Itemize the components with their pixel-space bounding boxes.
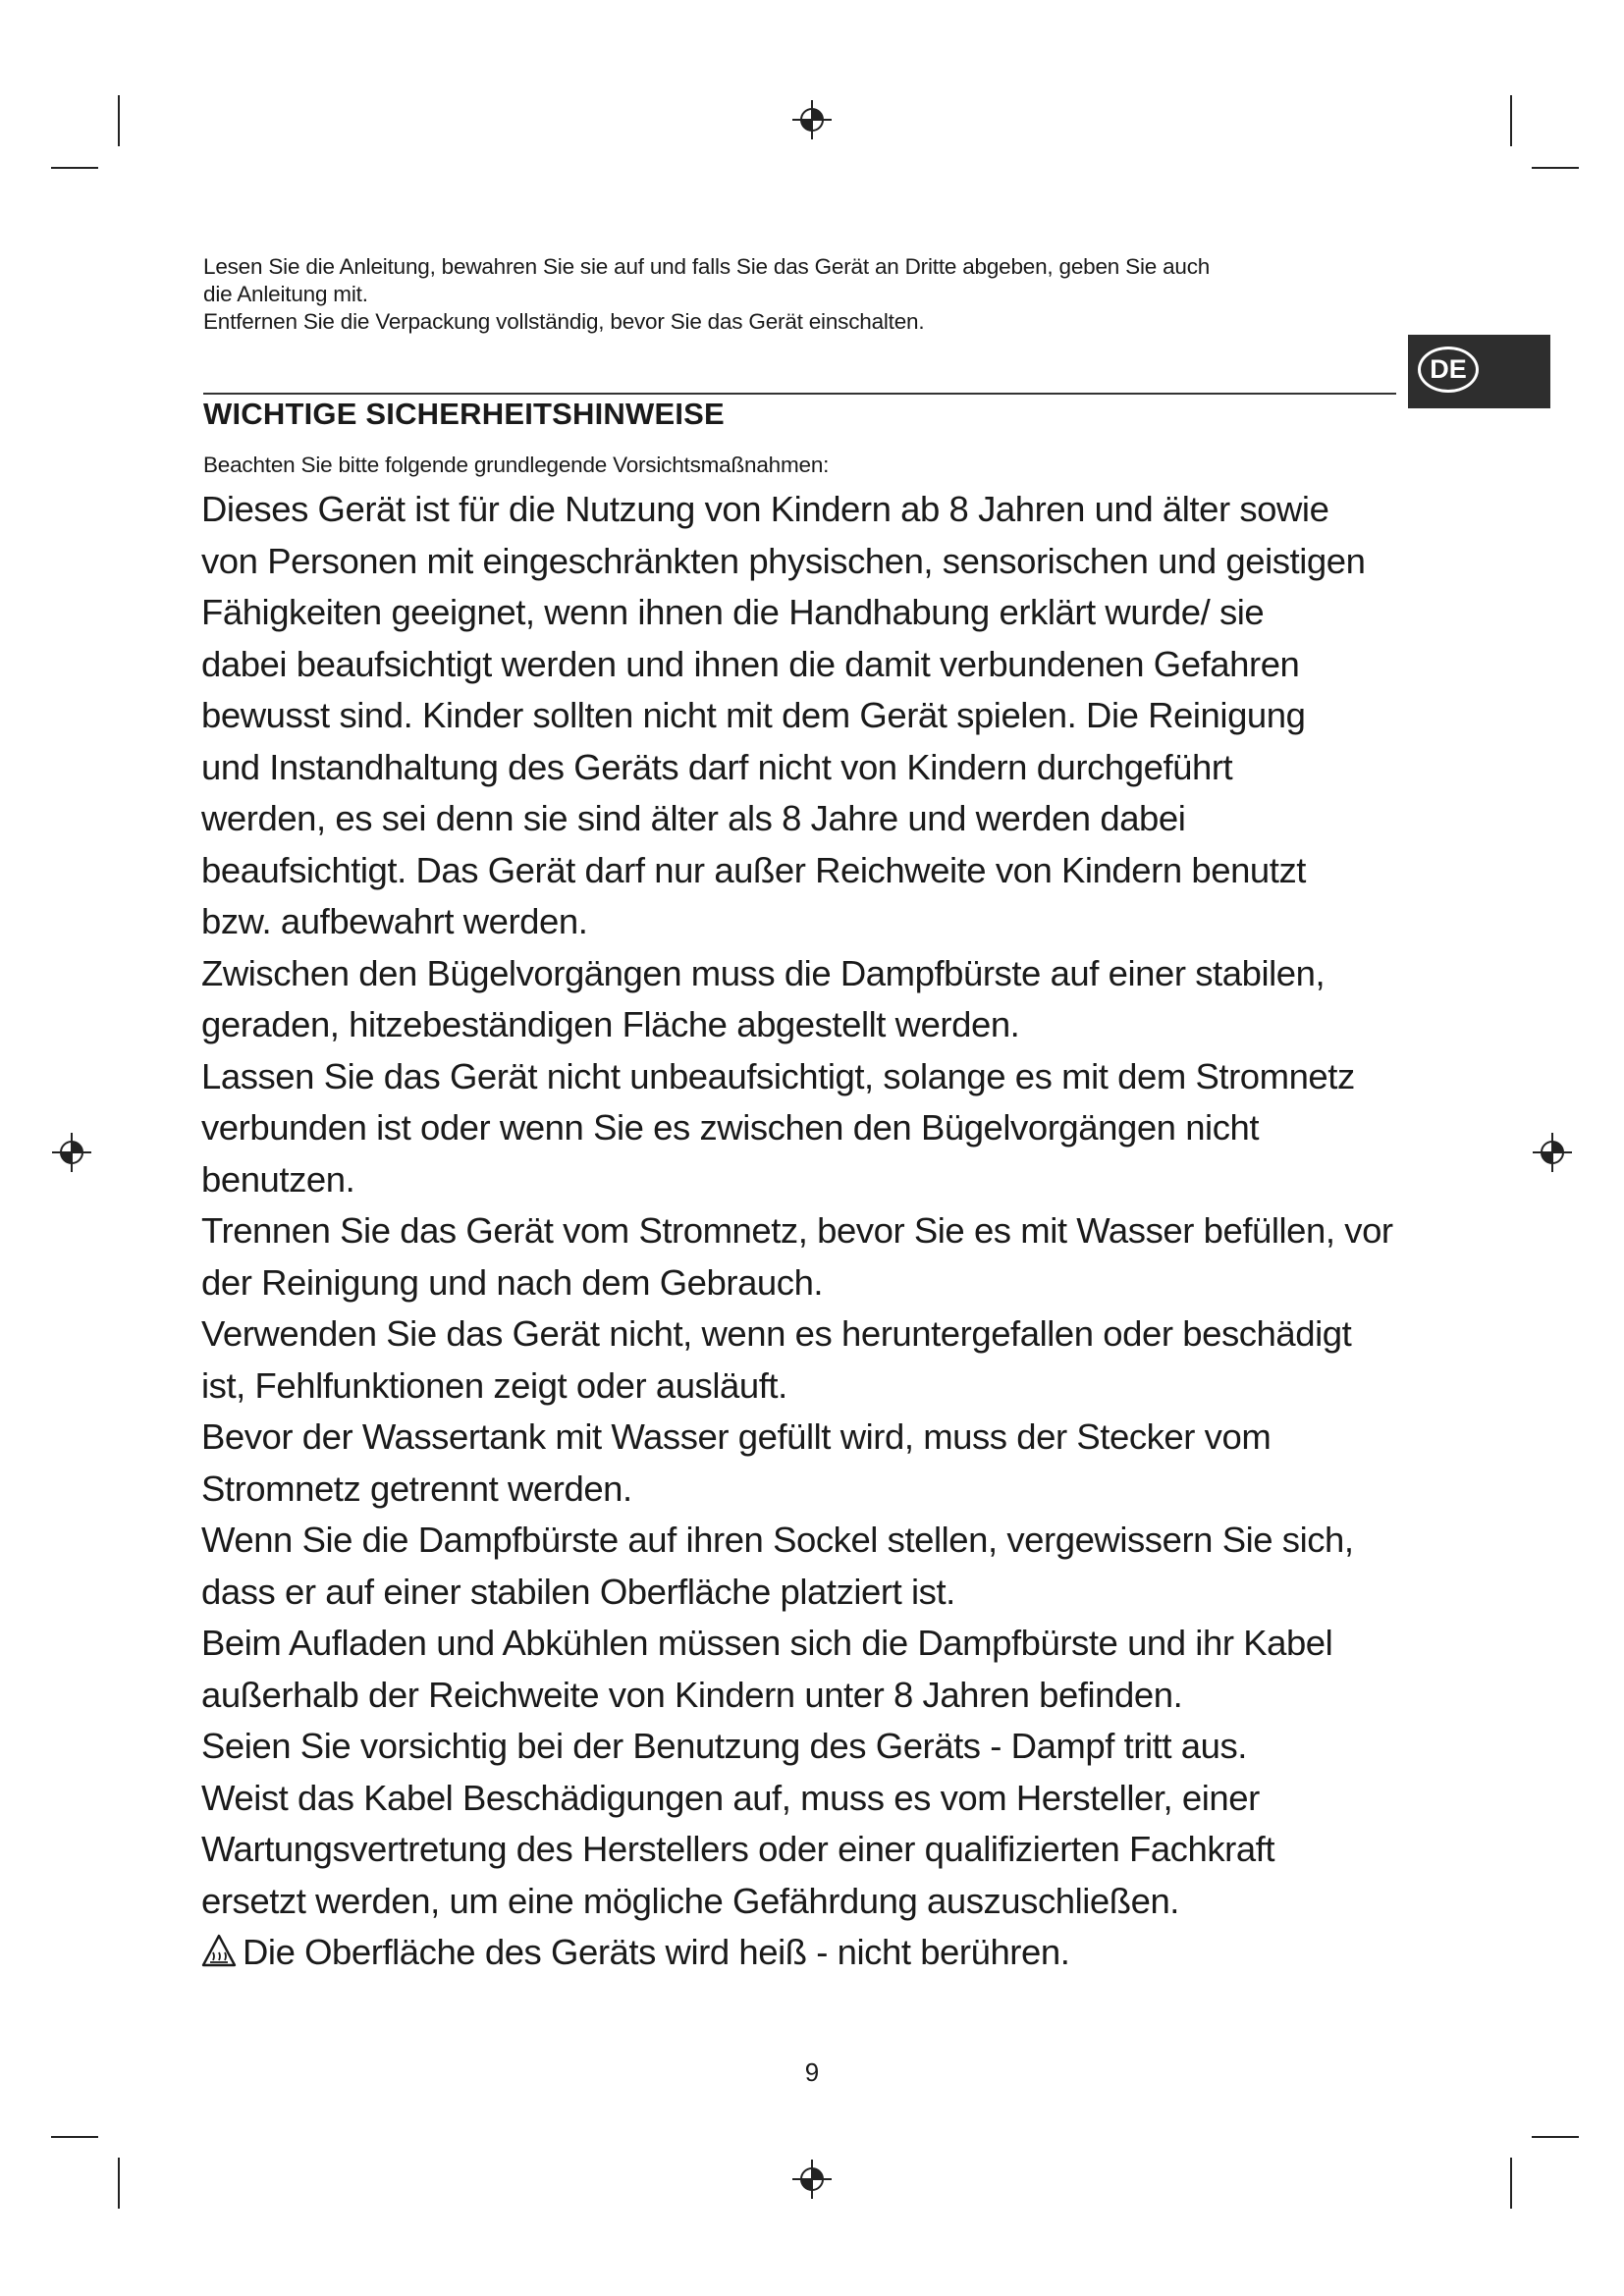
text-line: Beim Aufladen und Abkühlen müssen sich die Dampfbürste und ihr Kabel [201,1623,1333,1663]
text-line: ist, Fehlfunktionen zeigt oder ausläuft. [201,1364,787,1406]
text-line: verbunden ist oder wenn Sie es zwischen den Bügelvorgängen nicht [201,1107,1260,1148]
crop-mark [1510,95,1512,146]
text-line: dass er auf einer stabilen Oberfläche platziert ist. [201,1571,955,1612]
text-line: Verwenden Sie das Gerät nicht, wenn es heruntergefallen oder beschädigt [201,1313,1352,1354]
text-line: Weist das Kabel Beschädigungen auf, muss es vom Hersteller, einer [201,1777,1260,1818]
section-heading: WICHTIGE SICHERHEITSHINWEISE [203,397,725,431]
text-line: und Instandhaltung des Geräts darf nicht von Kindern durchgeführt [201,746,1233,787]
text-line: der Reinigung und nach dem Gebrauch. [201,1261,824,1303]
crop-mark [118,2158,120,2209]
text-line: beaufsichtigt. Das Gerät darf nur außer Reichweite von Kindern benutzt [201,849,1306,890]
text-line: von Personen mit eingeschränkten physischen, sensorischen und geistigen [201,540,1366,581]
registration-mark-icon [792,2160,832,2199]
safety-instructions [201,484,1438,1979]
crop-mark [51,2136,98,2138]
text-line: bzw. aufbewahrt werden. [201,901,588,941]
hot-surface-warning-icon [201,1934,237,1967]
text-line: außerhalb der Reichweite von Kindern unter 8 Jahren befinden. [201,1674,1183,1715]
registration-mark-icon [52,1133,91,1172]
text-line: benutzen. [201,1158,355,1200]
crop-mark [51,167,98,169]
text-line: Zwischen den Bügelvorgängen muss die Dampfbürste auf einer stabilen, [201,952,1326,993]
text-line: Wenn Sie die Dampfbürste auf ihren Sockel stellen, vergewissern Sie sich, [201,1520,1354,1560]
section-divider [203,393,1396,395]
registration-mark-icon [792,100,832,139]
text-line: ersetzt werden, um eine mögliche Gefährdung auszuschließen. [201,1880,1180,1921]
text-line: geraden, hitzebeständigen Fläche abgestellt werden. [201,1004,1020,1044]
text-line: Seien Sie vorsichtig bei der Benutzung des Geräts - Dampf tritt aus. [201,1726,1247,1766]
page-number: 9 [804,2057,820,2087]
text-line: Fähigkeiten geeignet, wenn ihnen die Handhabung erklärt wurde/ sie [201,592,1265,632]
registration-mark-icon [1533,1133,1572,1172]
language-code: DE [1418,347,1479,393]
text-line: bewusst sind. Kinder sollten nicht mit dem Gerät spielen. Die Reinigung [201,695,1306,735]
text-line: Wartungsvertretung des Herstellers oder einer qualifizierten Fachkraft [201,1829,1275,1869]
language-badge [1408,335,1550,408]
text-line: Bevor der Wassertank mit Wasser gefüllt wird, muss der Stecker vom [201,1416,1272,1457]
crop-mark [1510,2158,1512,2209]
intro-line: Lesen Sie die Anleitung, bewahren Sie sie auf und falls Sie das Gerät an Dritte abgeben, geben Sie auch [203,254,1211,279]
crop-mark [1532,167,1579,169]
text-line: Lassen Sie das Gerät nicht unbeaufsichtigt, solange es mit dem Stromnetz [201,1055,1355,1096]
text-line: dabei beaufsichtigt werden und ihnen die damit verbundenen Gefahren [201,643,1300,684]
crop-mark [118,95,120,146]
warning-line [201,1927,1438,1979]
text-line: werden, es sei denn sie sind älter als 8 Jahre und werden dabei [201,798,1186,838]
intro-line: Entfernen Sie die Verpackung vollständig, bevor Sie das Gerät einschalten. [203,309,925,334]
text-line: Dieses Gerät ist für die Nutzung von Kindern ab 8 Jahren und älter sowie [201,489,1329,529]
text-line: Trennen Sie das Gerät vom Stromnetz, bevor Sie es mit Wasser befüllen, vor [201,1210,1393,1251]
text-line: Stromnetz getrennt werden. [201,1468,632,1509]
intro-text [203,253,1381,336]
intro-line: die Anleitung mit. [203,282,368,306]
crop-mark [1532,2136,1579,2138]
warning-text: Die Oberfläche des Geräts wird heiß - nicht berühren. [243,1932,1070,1972]
section-subheading: Beachten Sie bitte folgende grundlegende Vorsichtsmaßnahmen: [203,453,830,477]
